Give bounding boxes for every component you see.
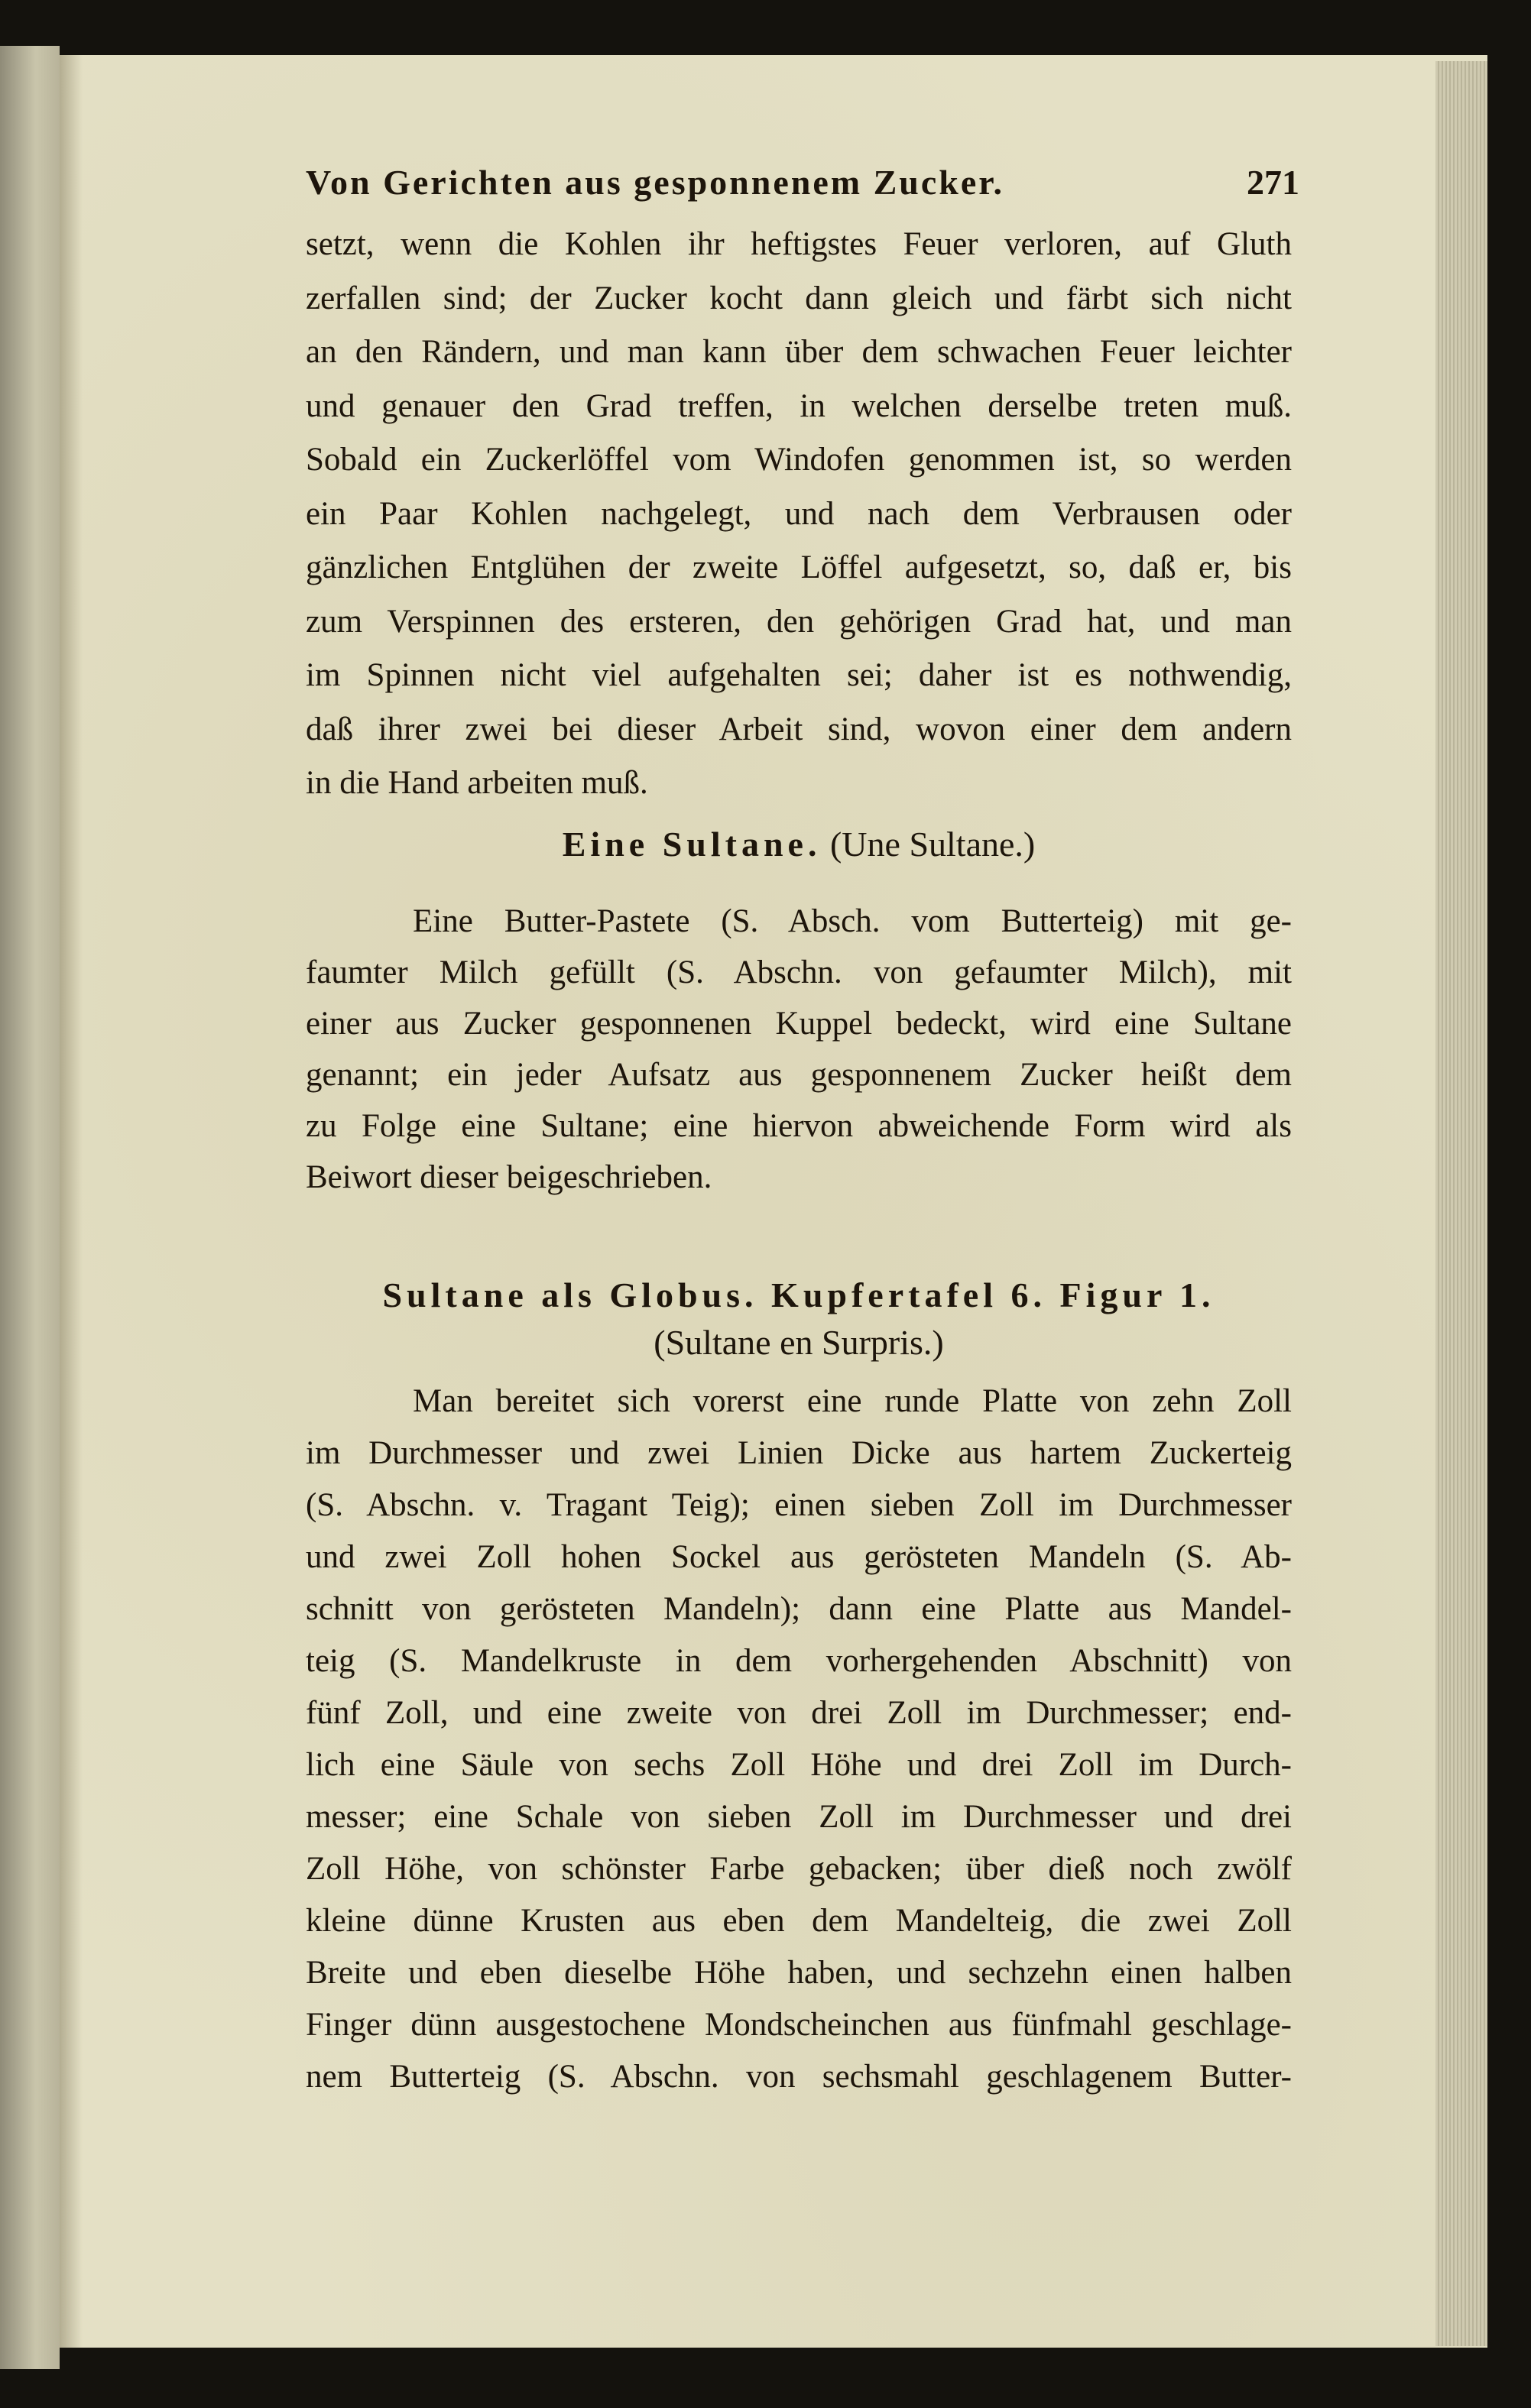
paragraph-2 — [306, 896, 1292, 1209]
text-line: in die Hand arbeiten muß. — [306, 765, 648, 801]
text-line: messer; eine Schale von sieben Zoll im Durchmesser und drei — [306, 1799, 1292, 1835]
paragraph-3 — [306, 1376, 1292, 2117]
text-line: im Spinnen nicht viel aufgehalten sei; daher ist es nothwendig, — [306, 657, 1292, 693]
text-line: setzt, wenn die Kohlen ihr heftigstes Feuer verloren, auf Gluth — [306, 226, 1292, 262]
section-heading-globus — [306, 1275, 1292, 1315]
text-line: fünf Zoll, und eine zweite von drei Zoll im Durchmesser; end- — [306, 1695, 1292, 1731]
text-line: Zoll Höhe, von schönster Farbe gebacken; über dieß noch zwölf — [306, 1851, 1292, 1887]
text-line: Breite und eben dieselbe Höhe haben, und sechzehn einen halben — [306, 1955, 1292, 1991]
text-line: Beiwort dieser beigeschrieben. — [306, 1159, 712, 1195]
heading-french: (Sultane en Surpris.) — [654, 1323, 944, 1362]
heading-title: Eine Sultane. — [562, 825, 822, 864]
text-line: (S. Abschn. v. Tragant Teig); einen sieben Zoll im Durchmesser — [306, 1487, 1292, 1523]
text-line: Eine Butter-Pastete (S. Absch. vom Butterteig) mit ge- — [413, 903, 1292, 939]
text-line: nem Butterteig (S. Abschn. von sechsmahl geschlagenem Butter- — [306, 2059, 1292, 2095]
text-line: faumter Milch gefüllt (S. Abschn. von gefaumter Milch), mit — [306, 954, 1292, 990]
running-head — [306, 162, 1299, 203]
text-line: ein Paar Kohlen nachgelegt, und nach dem Verbrausen oder — [306, 495, 1292, 532]
text-line: zerfallen sind; der Zucker kocht dann gleich und färbt sich nicht — [306, 280, 1292, 316]
heading-title: Sultane als Globus. Kupfertafel 6. Figur 1. — [382, 1275, 1215, 1314]
heading-french: (Une Sultane.) — [829, 825, 1036, 864]
text-line: kleine dünne Krusten aus eben dem Mandelteig, die zwei Zoll — [306, 1903, 1292, 1939]
text-line: lich eine Säule von sechs Zoll Höhe und drei Zoll im Durch- — [306, 1747, 1292, 1783]
text-line: gänzlichen Entglühen der zweite Löffel aufgesetzt, so, daß er, bis — [306, 549, 1292, 585]
text-line: und genauer den Grad treffen, in welchen derselbe treten muß. — [306, 387, 1292, 424]
text-line: teig (S. Mandelkruste in dem vorhergehenden Abschnitt) von — [306, 1643, 1292, 1679]
paragraph-1 — [306, 218, 1292, 814]
text-line: im Durchmesser und zwei Linien Dicke aus hartem Zuckerteig — [306, 1435, 1292, 1471]
section-heading-sultane — [306, 824, 1292, 864]
text-line: Man bereitet sich vorerst eine runde Platte von zehn Zoll — [413, 1383, 1292, 1419]
text-line: Sobald ein Zuckerlöffel vom Windofen genommen ist, so werden — [306, 442, 1292, 478]
text-line: und zwei Zoll hohen Sockel aus gerösteten Mandeln (S. Ab- — [306, 1539, 1292, 1575]
text-line: daß ihrer zwei bei dieser Arbeit sind, wovon einer dem andern — [306, 711, 1292, 747]
running-head-title: Von Gerichten aus gesponnenem Zucker. — [306, 163, 1004, 202]
text-line: einer aus Zucker gesponnenen Kuppel bedeckt, wird eine Sultane — [306, 1006, 1292, 1042]
text-line: Finger dünn ausgestochene Mondscheinchen aus fünfmahl geschlage- — [306, 2007, 1292, 2043]
text-line: genannt; ein jeder Aufsatz aus gesponnenem Zucker heißt dem — [306, 1057, 1292, 1093]
text-line: zum Verspinnen des ersteren, den gehörigen Grad hat, und man — [306, 603, 1292, 640]
adjacent-page-edge — [0, 46, 60, 2369]
text-line: zu Folge eine Sultane; eine hiervon abweichende Form wird als — [306, 1108, 1292, 1144]
page-gutter-shadow — [60, 55, 83, 2348]
section-subheading-globus — [306, 1322, 1292, 1363]
text-line: an den Rändern, und man kann über dem schwachen Feuer leichter — [306, 334, 1292, 370]
page-number: 271 — [1247, 163, 1299, 202]
text-line: schnitt von gerösteten Mandeln); dann eine Platte aus Mandel- — [306, 1591, 1292, 1627]
page-stack-edge — [1435, 61, 1487, 2346]
